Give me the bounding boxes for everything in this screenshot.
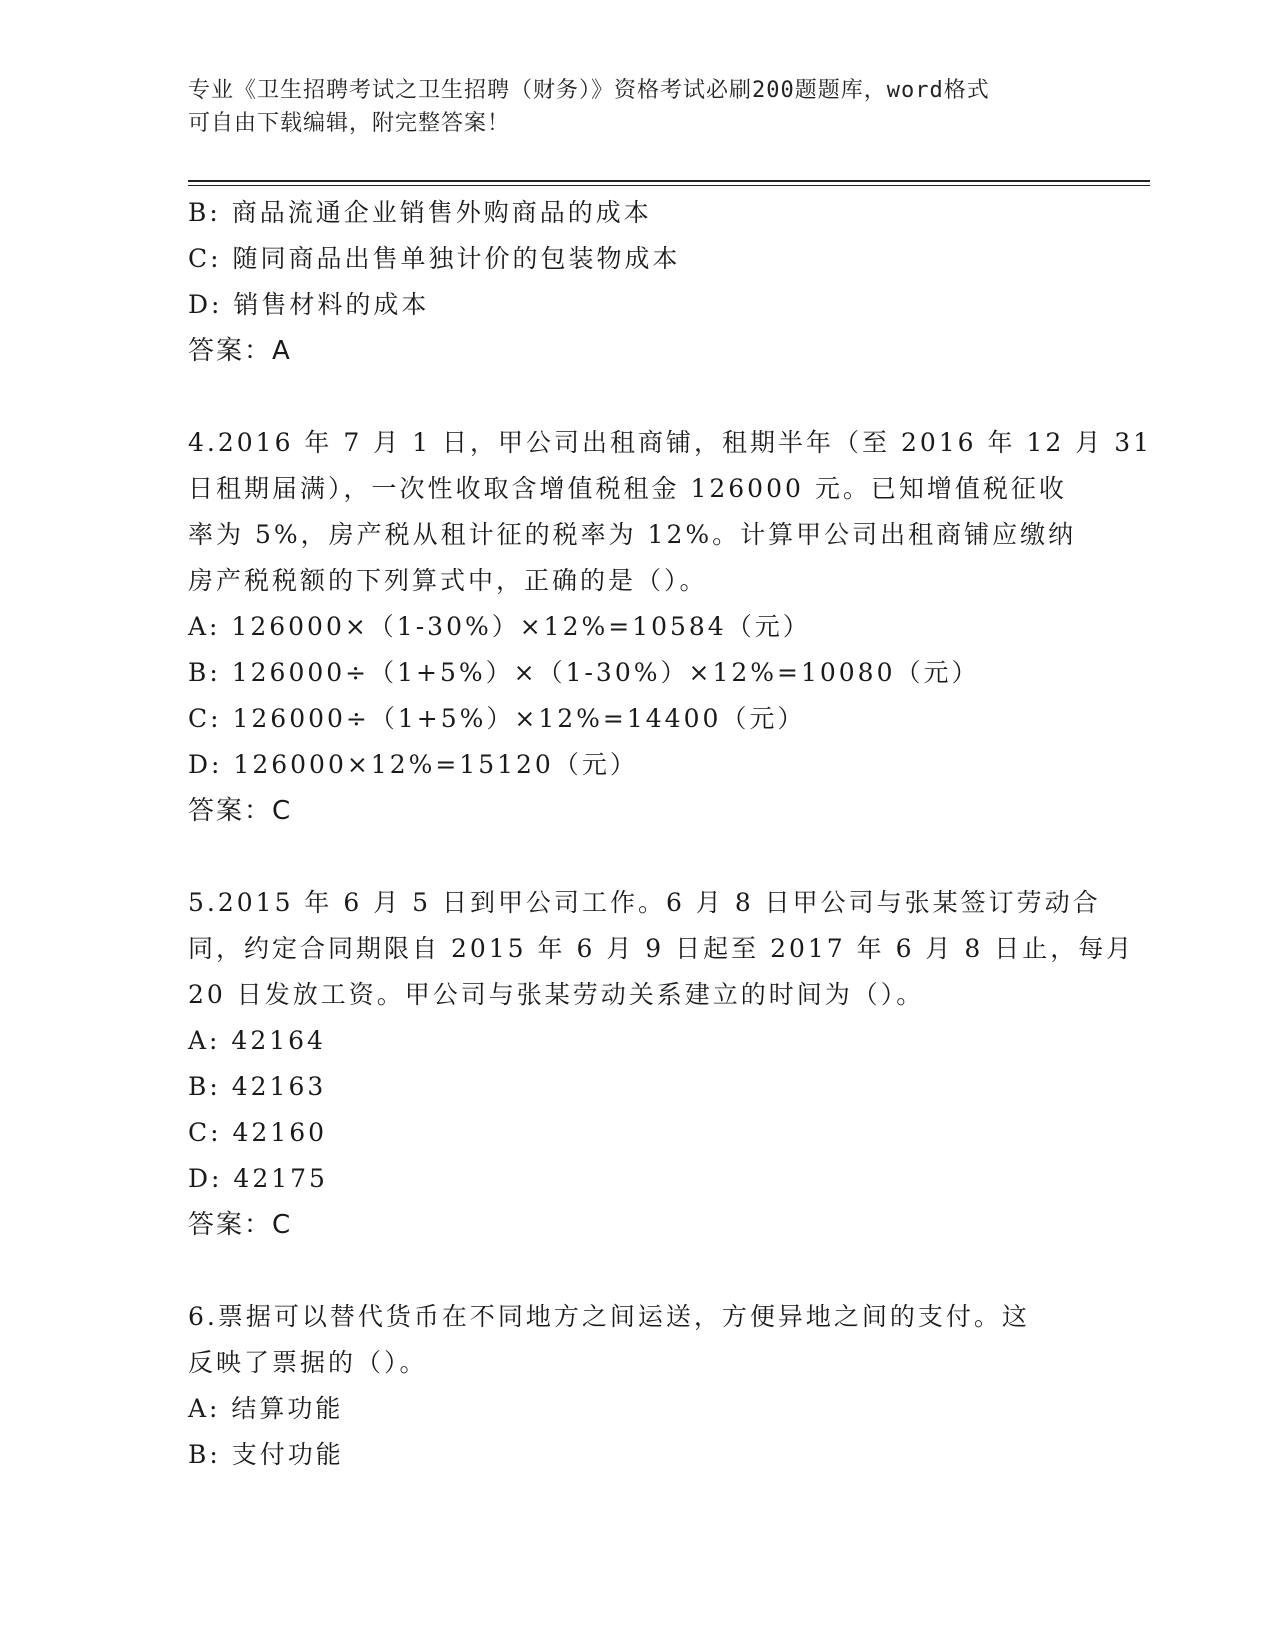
spacer [188, 834, 1088, 880]
question-stem-line: 日租期届满），一次性收取含增值税租金 126000 元。已知增值税征收 [188, 474, 1067, 503]
answer: 答案：A [188, 336, 292, 366]
question-stem-line: 率为 5%，房产税从租计征的税率为 12%。计算甲公司出租商铺应缴纳 [188, 520, 1077, 549]
question-stem-line: 房产税税额的下列算式中，正确的是（）。 [188, 566, 708, 595]
option-d: D: 42175 [188, 1164, 328, 1193]
answer: 答案：C [188, 796, 293, 826]
option-b: B: 42163 [188, 1072, 327, 1101]
option-b: B: 支付功能 [188, 1440, 344, 1469]
option-a: A: 42164 [188, 1026, 326, 1055]
question-4 [188, 420, 1153, 834]
question-stem-line: 同，约定合同期限自 2015 年 6 月 9 日起至 2017 年 6 月 8 日止，每月 [188, 934, 1135, 963]
option-b: B: 商品流通企业销售外购商品的成本 [188, 198, 652, 227]
question-3 [188, 190, 1088, 374]
question-5 [188, 880, 1135, 1248]
header-line-1: 专业《卫生招聘考试之卫生招聘（财务）》资格考试必刷200题题库，word格式 [188, 78, 990, 103]
option-a: A: 126000×（1-30%）×12%=10584（元） [188, 612, 811, 641]
option-d: D: 126000×12%=15120（元） [188, 750, 638, 779]
option-d: D: 销售材料的成本 [188, 290, 430, 319]
question-stem-line: 反映了票据的（）。 [188, 1348, 428, 1377]
option-b: B: 126000÷（1+5%）×（1-30%）×12%=10080（元） [188, 658, 980, 687]
spacer [188, 374, 1088, 420]
question-6 [188, 1294, 1088, 1478]
spacer [188, 1248, 1088, 1294]
option-a: A: 结算功能 [188, 1394, 344, 1423]
header-divider-thick [188, 180, 1150, 182]
question-stem-line: 4.2016 年 7 月 1 日，甲公司出租商铺，租期半年（至 2016 年 12 月 31 [188, 428, 1153, 457]
option-c: C: 42160 [188, 1118, 328, 1147]
option-c: C: 随同商品出售单独计价的包装物成本 [188, 244, 681, 273]
document-body [188, 190, 1153, 1478]
question-stem-line: 6.票据可以替代货币在不同地方之间运送，方便异地之间的支付。这 [188, 1302, 1030, 1331]
answer: 答案：C [188, 1210, 293, 1240]
option-c: C: 126000÷（1+5%）×12%=14400（元） [188, 704, 806, 733]
header-divider-thin [188, 185, 1150, 186]
question-stem-line: 20 日发放工资。甲公司与张某劳动关系建立的时间为（）。 [188, 980, 925, 1009]
question-stem-line: 5.2015 年 6 月 5 日到甲公司工作。6 月 8 日甲公司与张某签订劳动合 [188, 888, 1101, 917]
document-header [188, 74, 1088, 140]
header-line-2: 可自由下载编辑，附完整答案！ [188, 111, 511, 136]
